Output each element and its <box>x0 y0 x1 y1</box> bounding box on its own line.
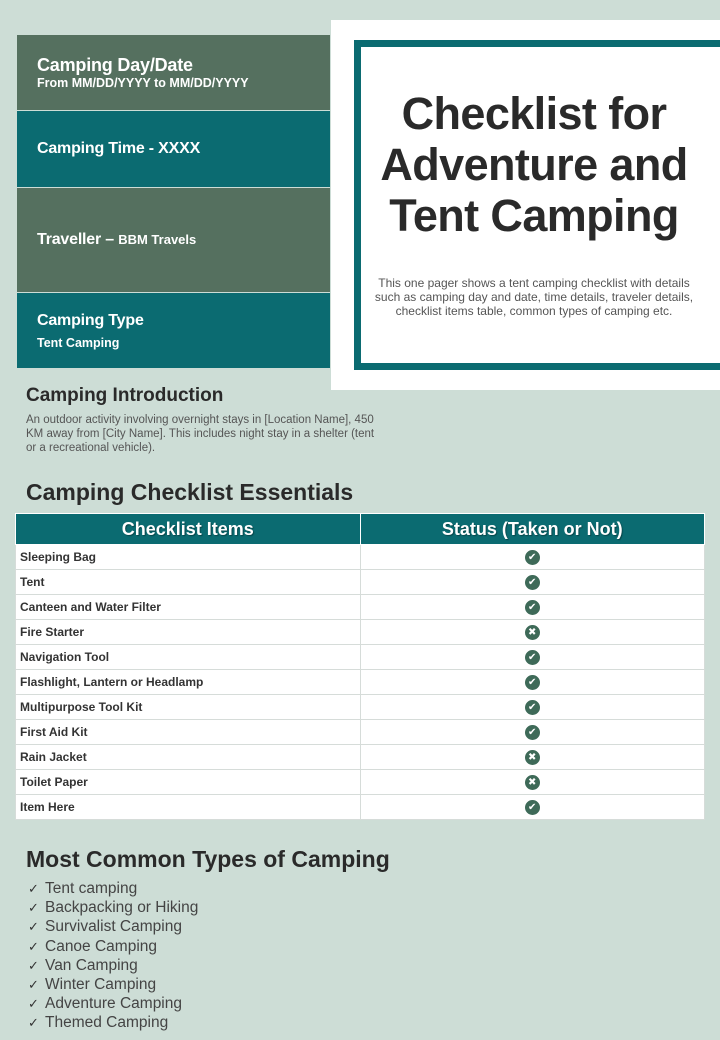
checklist-item-status <box>360 695 705 720</box>
camping-type-label: Winter Camping <box>45 976 157 994</box>
list-item <box>28 898 198 917</box>
list-item <box>28 956 198 975</box>
checkmark-icon: ✓ <box>28 919 39 935</box>
x-circle-icon: ✖ <box>525 750 540 765</box>
traveller-title: Traveller – <box>37 231 119 248</box>
checklist-item-status <box>360 570 705 595</box>
x-circle-icon: ✖ <box>525 775 540 790</box>
list-item <box>28 994 198 1013</box>
checklist-item-name: Flashlight, Lantern or Headlamp <box>16 670 361 695</box>
checklist-item-name: First Aid Kit <box>16 720 361 745</box>
checklist-item-status <box>360 595 705 620</box>
check-circle-icon: ✔ <box>525 575 540 590</box>
table-row <box>16 670 705 695</box>
column-header-status: Status (Taken or Not) <box>360 514 705 545</box>
page-title: Checklist for Adventure and Tent Camping <box>380 88 688 241</box>
table-row <box>16 620 705 645</box>
check-circle-icon: ✔ <box>525 650 540 665</box>
camping-types-list <box>28 879 198 1033</box>
camping-time-title: Camping Time - <box>37 140 159 157</box>
checklist-heading: Camping Checklist Essentials <box>26 479 354 505</box>
camping-type-label: Canoe Camping <box>45 937 158 955</box>
table-row <box>16 570 705 595</box>
camping-time-line <box>37 140 330 158</box>
checkmark-icon: ✓ <box>28 957 39 973</box>
introduction-heading: Camping Introduction <box>26 385 224 406</box>
camping-time-detail: XXXX <box>158 140 201 157</box>
checklist-item-status <box>360 720 705 745</box>
check-circle-icon: ✔ <box>525 600 540 615</box>
camping-type-label: Tent camping <box>45 880 138 897</box>
table-row <box>16 720 705 745</box>
table-row <box>16 595 705 620</box>
checklist-item-name: Item Here <box>16 795 361 820</box>
camping-time-block <box>17 111 330 187</box>
table-row <box>16 545 705 570</box>
list-item <box>28 917 198 936</box>
checkmark-icon: ✓ <box>28 977 39 993</box>
list-item <box>28 1013 198 1032</box>
camping-type-block <box>17 293 330 368</box>
camping-type-label: Adventure Camping <box>45 995 182 1013</box>
camping-date-title: Camping Day/Date <box>37 55 193 75</box>
checklist-item-status <box>360 670 705 695</box>
checklist-item-name: Tent <box>16 570 361 595</box>
camping-date-detail: From MM/DD/YYYY to MM/DD/YYYY <box>37 76 249 90</box>
checklist-item-name: Multipurpose Tool Kit <box>16 695 361 720</box>
checklist-item-name: Navigation Tool <box>16 645 361 670</box>
list-item <box>28 937 198 956</box>
check-circle-icon: ✔ <box>525 700 540 715</box>
camping-type-label: Themed Camping <box>45 1014 169 1032</box>
checklist-item-status <box>360 795 705 820</box>
check-circle-icon: ✔ <box>525 800 540 815</box>
checklist-item-status <box>360 645 705 670</box>
column-header-items: Checklist Items <box>16 514 361 545</box>
check-circle-icon: ✔ <box>525 675 540 690</box>
checkmark-icon: ✓ <box>28 1015 39 1031</box>
checkmark-icon: ✓ <box>28 938 39 954</box>
traveller-line <box>37 231 330 249</box>
checklist-item-status <box>360 545 705 570</box>
x-circle-icon: ✖ <box>525 625 540 640</box>
list-item <box>28 879 198 898</box>
camping-type-title: Camping Type <box>37 311 144 329</box>
checklist-item-name: Rain Jacket <box>16 745 361 770</box>
page-description: This one pager shows a tent camping checklist with details such as camping day and date, time details, traveler details, checklist items table, common types of camping etc. <box>374 276 694 318</box>
checklist-body <box>16 545 705 820</box>
traveller-detail: BBM Travels <box>118 232 197 247</box>
camping-type-label: Survivalist Camping <box>45 918 182 936</box>
checklist-item-name: Toilet Paper <box>16 770 361 795</box>
checklist-header-row <box>16 514 705 545</box>
table-row <box>16 770 705 795</box>
checkmark-icon: ✓ <box>28 996 39 1012</box>
camping-type-label: Backpacking or Hiking <box>45 899 199 917</box>
checklist-table <box>15 513 705 820</box>
camping-types-heading: Most Common Types of Camping <box>26 846 390 872</box>
table-row <box>16 745 705 770</box>
camping-date-block <box>17 35 330 110</box>
table-row <box>16 695 705 720</box>
camping-type-detail: Tent Camping <box>37 335 120 350</box>
checklist-item-status <box>360 770 705 795</box>
checklist-item-name: Canteen and Water Filter <box>16 595 361 620</box>
list-item <box>28 975 198 994</box>
check-circle-icon: ✔ <box>525 550 540 565</box>
checkmark-icon: ✓ <box>28 900 39 916</box>
traveller-block <box>17 188 330 292</box>
table-row <box>16 645 705 670</box>
check-circle-icon: ✔ <box>525 725 540 740</box>
camping-type-label: Van Camping <box>45 956 138 974</box>
checklist-item-name: Fire Starter <box>16 620 361 645</box>
introduction-text: An outdoor activity involving overnight stays in [Location Name], 450 KM away from [City Name]. This includes night stay in a shelter (tent or a recreational vehicle). <box>26 414 375 454</box>
checkmark-icon: ✓ <box>28 881 39 896</box>
checklist-item-status <box>360 745 705 770</box>
checklist-item-status <box>360 620 705 645</box>
checklist-item-name: Sleeping Bag <box>16 545 361 570</box>
table-row <box>16 795 705 820</box>
